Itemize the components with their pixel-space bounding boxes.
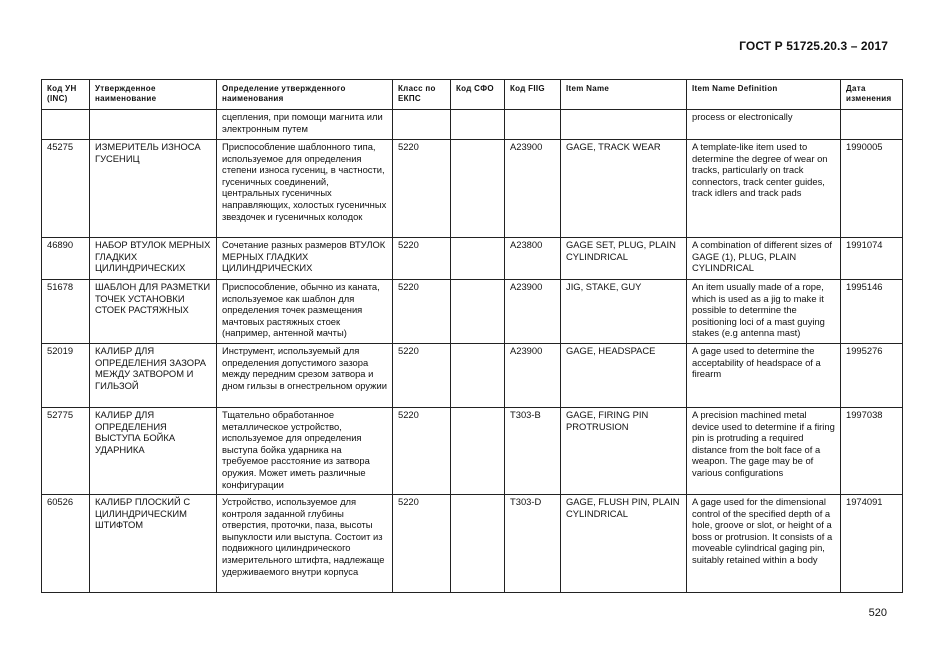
cell-ekps: 5220 [393,495,451,593]
cell-code: 60526 [42,495,90,593]
header-approved-name: Утвержденное наименование [90,80,217,110]
cell-date: 1995276 [841,344,903,408]
cell-item-name: GAGE, TRACK WEAR [561,140,687,238]
table-row [42,140,903,238]
header-definition: Определение утвержденного наименования [217,80,393,110]
cell-definition: Устройство, используемое для контроля заданной глубины отверстия, проточки, паза, высоты выпуклости или выступа. Состоит из подвижного цилиндрического измерительного штифта, надлежаще удерживаемого внутри корпуса [217,495,393,593]
cell-ekps: 5220 [393,344,451,408]
page-number: 520 [868,607,887,619]
cell-sfo [451,408,505,495]
cell-ekps [393,110,451,140]
cell-item-name: GAGE SET, PLUG, PLAIN CYLINDRICAL [561,238,687,280]
header-code-un: Код УН (INC) [42,80,90,110]
header-row [42,80,903,110]
cell-definition: Сочетание разных размеров ВТУЛОК МЕРНЫХ ГЛАДКИХ ЦИЛИНДРИЧЕСКИХ [217,238,393,280]
cell-date: 1990005 [841,140,903,238]
cell-name: КАЛИБР ПЛОСКИЙ С ЦИЛИНДРИЧЕСКИМ ШТИФТОМ [90,495,217,593]
header-sfo-code: Код СФО [451,80,505,110]
cell-date: 1991074 [841,238,903,280]
cell-item-definition: A precision machined metal device used to determine if a firing pin is protruding a required distance from the bolt face of a weapon. The gage may be of various configurations [687,408,841,495]
cell-item-name: GAGE, FIRING PIN PROTRUSION [561,408,687,495]
table-row [42,238,903,280]
cell-sfo [451,140,505,238]
cell-fiig: A23900 [505,280,561,344]
cell-definition: Тщательно обработанное металлическое устройство, используемое для определения выступа бойка ударника на требуемое расстояние из затвора оружия. Может иметь различные конфигурации [217,408,393,495]
cell-fiig [505,110,561,140]
cell-item-definition: process or electronically [687,110,841,140]
cell-code: 45275 [42,140,90,238]
cell-item-name [561,110,687,140]
header-fiig-code: Код FIIG [505,80,561,110]
cell-item-definition: A template-like item used to determine the degree of wear on tracks, particularly on track connectors, track center guides, track idlers and track pads [687,140,841,238]
header-date: Дата изменения [841,80,903,110]
cell-code [42,110,90,140]
cell-code: 51678 [42,280,90,344]
cell-fiig: T303-D [505,495,561,593]
cell-item-definition: A gage used for the dimensional control of the specified depth of a hole, groove or slot, or height of a boss or protrusion. It consists of a moveable cylindrical gaging pin, suitably retained within a body [687,495,841,593]
table-row [42,344,903,408]
cell-definition: Приспособление шаблонного типа, используемое для определения степени износа гусениц, в частности, гусеничных соединений, центральных гусеничных направляющих, холостых гусеничных звездочек и гусеничных колодок [217,140,393,238]
cell-item-definition: A gage used to determine the acceptability of headspace of a firearm [687,344,841,408]
cell-definition: Приспособление, обычно из каната, используемое как шаблон для определения точек размещения мачтовых растяжных стоек (например, антенной мачты) [217,280,393,344]
cell-definition: Инструмент, используемый для определения допустимого зазора между передним срезом затвора и дном гильзы в огнестрельном оружии [217,344,393,408]
nomenclature-table [41,79,903,593]
cell-name: ИЗМЕРИТЕЛЬ ИЗНОСА ГУСЕНИЦ [90,140,217,238]
cell-ekps: 5220 [393,140,451,238]
header-item-definition: Item Name Definition [687,80,841,110]
cell-code: 52019 [42,344,90,408]
cell-name: КАЛИБР ДЛЯ ОПРЕДЕЛЕНИЯ ВЫСТУПА БОЙКА УДАРНИКА [90,408,217,495]
cell-sfo [451,495,505,593]
cell-sfo [451,280,505,344]
cell-definition: сцепления, при помощи магнита или электронным путем [217,110,393,140]
cell-date [841,110,903,140]
table-row [42,495,903,593]
cell-item-name: GAGE, HEADSPACE [561,344,687,408]
cell-name [90,110,217,140]
cell-fiig: A23800 [505,238,561,280]
cell-code: 46890 [42,238,90,280]
cell-ekps: 5220 [393,238,451,280]
cell-item-definition: A combination of different sizes of GAGE (1), PLUG, PLAIN CYLINDRICAL [687,238,841,280]
header-item-name: Item Name [561,80,687,110]
table-row [42,280,903,344]
cell-sfo [451,238,505,280]
table-row [42,110,903,140]
cell-fiig: A23900 [505,344,561,408]
cell-date: 1997038 [841,408,903,495]
cell-item-name: JIG, STAKE, GUY [561,280,687,344]
cell-item-name: GAGE, FLUSH PIN, PLAIN CYLINDRICAL [561,495,687,593]
cell-ekps: 5220 [393,280,451,344]
cell-ekps: 5220 [393,408,451,495]
cell-date: 1974091 [841,495,903,593]
cell-name: НАБОР ВТУЛОК МЕРНЫХ ГЛАДКИХ ЦИЛИНДРИЧЕСКИХ [90,238,217,280]
cell-date: 1995146 [841,280,903,344]
cell-fiig: T303-B [505,408,561,495]
cell-fiig: A23900 [505,140,561,238]
header-ekps-class: Класс по ЕКПС [393,80,451,110]
table-row [42,408,903,495]
standard-number: ГОСТ Р 51725.20.3 – 2017 [739,39,888,53]
cell-name: ШАБЛОН ДЛЯ РАЗМЕТКИ ТОЧЕК УСТАНОВКИ СТОЕК РАСТЯЖНЫХ [90,280,217,344]
cell-code: 52775 [42,408,90,495]
cell-sfo [451,344,505,408]
cell-name: КАЛИБР ДЛЯ ОПРЕДЕЛЕНИЯ ЗАЗОРА МЕЖДУ ЗАТВОРОМ И ГИЛЬЗОЙ [90,344,217,408]
cell-sfo [451,110,505,140]
cell-item-definition: An item usually made of a rope, which is used as a jig to make it possible to determine the positioning loci of a mast guying stakes (e.g antenna mast) [687,280,841,344]
